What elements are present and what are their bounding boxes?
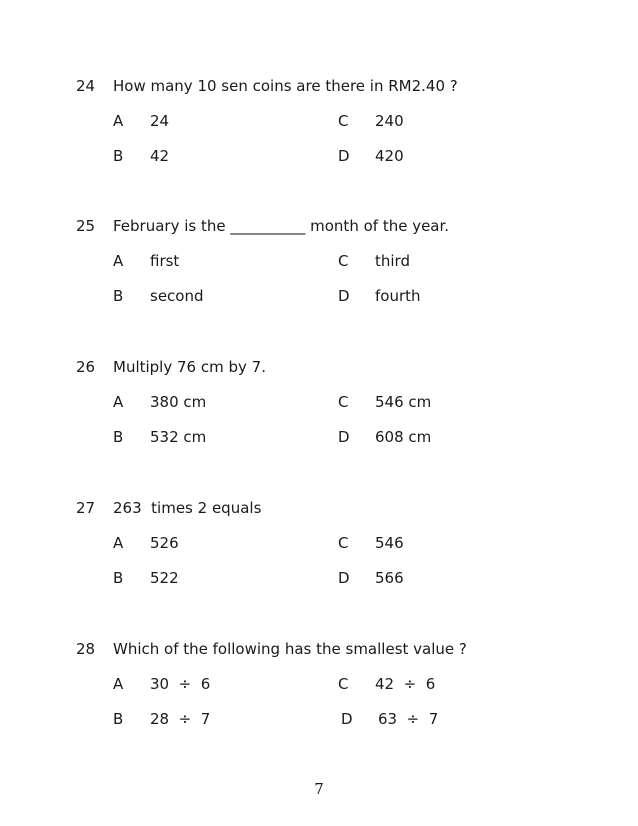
option-letter: D [338, 569, 350, 587]
option-letter: D [341, 710, 353, 728]
option-letter: A [113, 252, 124, 270]
option-letter: A [113, 534, 124, 552]
option-letter: A [113, 393, 124, 411]
option-value: 532 cm [150, 428, 207, 446]
question-text: Multiply 76 cm by 7. [113, 358, 266, 376]
option-letter: B [113, 287, 124, 305]
option-letter: B [113, 147, 124, 165]
option-letter: A [113, 675, 124, 693]
question-number: 24 [76, 77, 96, 95]
option-value: 546 [375, 534, 404, 552]
option-value: 608 cm [375, 428, 432, 446]
question-text: Which of the following has the smallest value ? [113, 640, 467, 658]
question-number: 25 [76, 217, 96, 235]
option-letter: B [113, 428, 124, 446]
option-value: 420 [375, 147, 404, 165]
option-value: 522 [150, 569, 179, 587]
question-text: 263 times 2 equals [113, 499, 262, 517]
option-letter: C [338, 534, 349, 552]
option-letter: B [113, 710, 124, 728]
question-number: 26 [76, 358, 96, 376]
page-number: 7 [314, 780, 324, 798]
option-value: 24 [150, 112, 170, 130]
question-number: 27 [76, 499, 96, 517]
option-value: fourth [375, 287, 421, 305]
option-letter: A [113, 112, 124, 130]
option-value: 28 ÷ 7 [150, 710, 211, 728]
option-value: second [150, 287, 204, 305]
option-letter: D [338, 147, 350, 165]
option-letter: C [338, 112, 349, 130]
option-value: 42 [150, 147, 170, 165]
option-value: third [375, 252, 410, 270]
option-letter: D [338, 287, 350, 305]
option-value: 566 [375, 569, 404, 587]
option-value: first [150, 252, 180, 270]
option-value: 526 [150, 534, 179, 552]
option-value: 63 ÷ 7 [378, 710, 439, 728]
option-value: 240 [375, 112, 404, 130]
option-letter: C [338, 675, 349, 693]
option-value: 546 cm [375, 393, 432, 411]
option-value: 42 ÷ 6 [375, 675, 436, 693]
question-number: 28 [76, 640, 96, 658]
question-text: February is the __________ month of the year. [113, 217, 450, 235]
option-letter: D [338, 428, 350, 446]
option-value: 30 ÷ 6 [150, 675, 211, 693]
option-value: 380 cm [150, 393, 207, 411]
question-text: How many 10 sen coins are there in RM2.40 ? [113, 77, 458, 95]
option-letter: C [338, 393, 349, 411]
option-letter: B [113, 569, 124, 587]
option-letter: C [338, 252, 349, 270]
